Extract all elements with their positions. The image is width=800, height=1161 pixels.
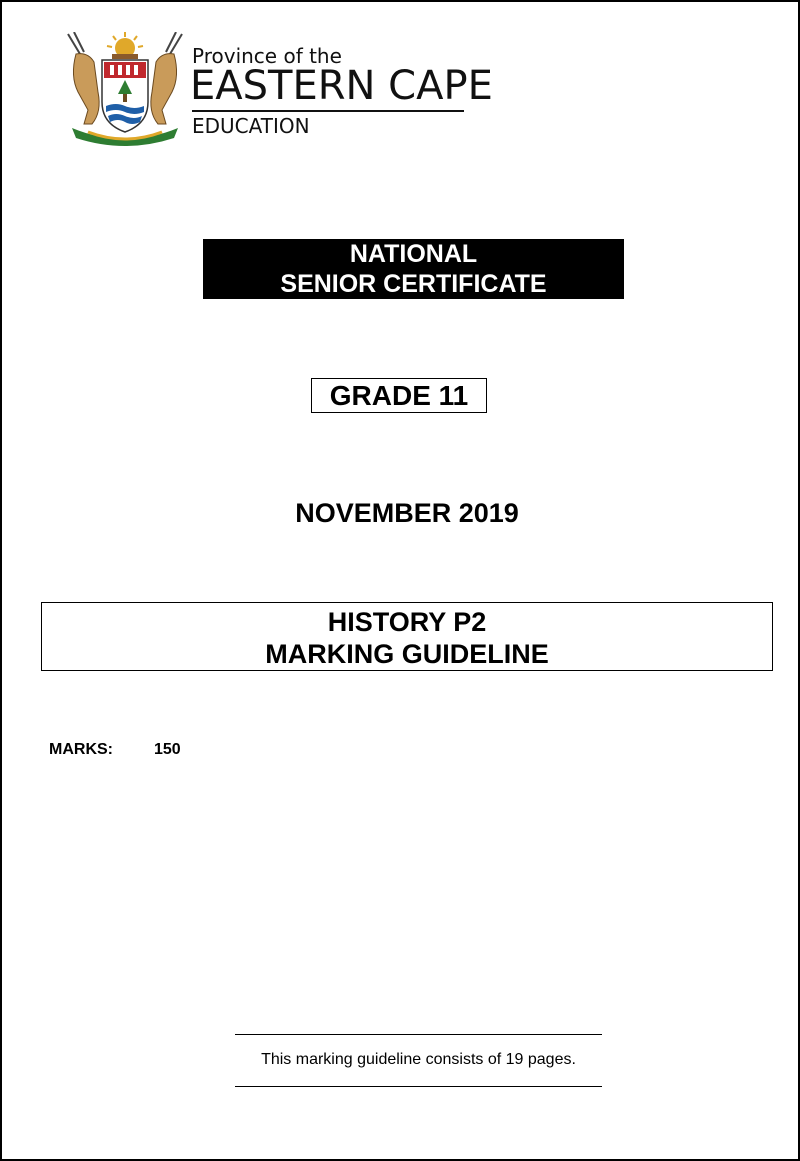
province-label: Province of the bbox=[192, 44, 342, 68]
footer-divider-top bbox=[235, 1034, 602, 1035]
certificate-banner-line1: NATIONAL bbox=[349, 240, 478, 268]
subject-title-box bbox=[41, 602, 773, 671]
certificate-banner-line2: SENIOR CERTIFICATE bbox=[280, 270, 547, 298]
department-name: EDUCATION bbox=[192, 114, 310, 138]
grade-label: GRADE 11 bbox=[311, 378, 487, 413]
marks-value: 150 bbox=[154, 741, 181, 758]
department-logo bbox=[58, 32, 493, 152]
coat-of-arms-icon bbox=[58, 32, 192, 148]
logo-divider bbox=[192, 110, 464, 112]
marks-row bbox=[49, 741, 181, 759]
subject-title: HISTORY P2 bbox=[327, 607, 487, 637]
page-count-note: This marking guideline consists of 19 pages. bbox=[261, 1051, 576, 1068]
document-type: MARKING GUIDELINE bbox=[265, 639, 549, 669]
certificate-banner bbox=[203, 239, 624, 299]
province-name: EASTERN CAPE bbox=[190, 63, 493, 109]
exam-date: NOVEMBER 2019 bbox=[295, 498, 519, 528]
marks-label: MARKS: bbox=[49, 741, 113, 758]
footer-divider-bottom bbox=[235, 1086, 602, 1087]
